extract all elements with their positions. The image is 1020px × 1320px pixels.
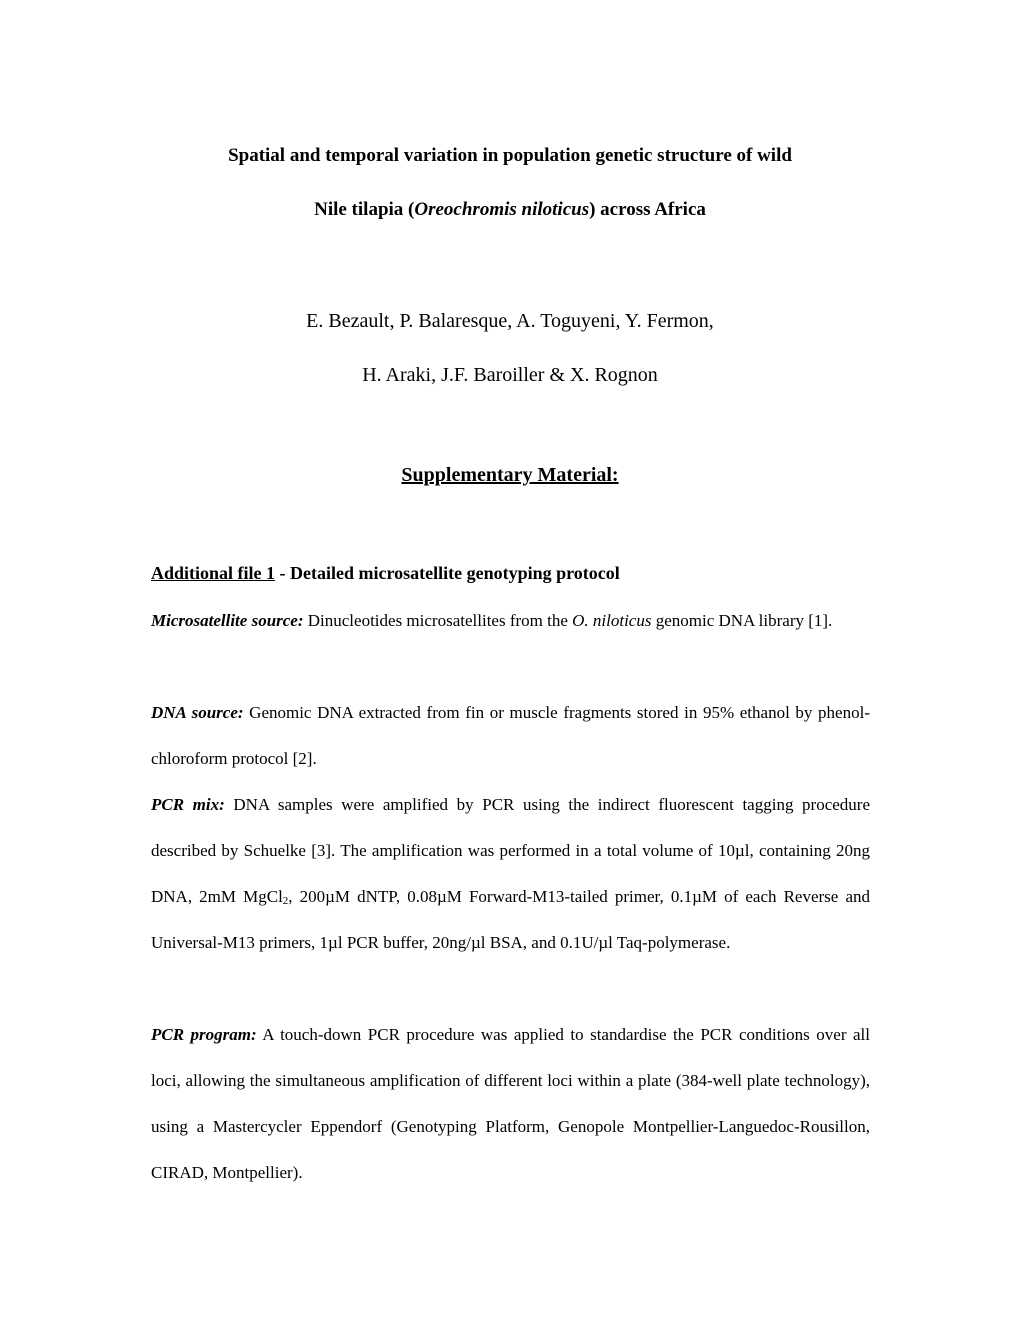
paragraph-label: Microsatellite source: bbox=[151, 611, 304, 630]
paragraph-pcr-program: PCR program: A touch-down PCR procedure was applied to standardise the PCR conditions over all loci, allowing the simultaneous amplification of different loci within a plate (384-well plate technology), using a Mastercycler Eppendorf (Genotyping Platform, Genopole Montpellier-Languedoc-Rousillon, CIRAD, Montpellier). bbox=[151, 1025, 870, 1182]
paragraph-label: PCR program: bbox=[151, 1025, 257, 1044]
section-title: - Detailed microsatellite genotyping protocol bbox=[275, 563, 620, 583]
section-heading bbox=[151, 561, 871, 585]
paragraph-pcr-mix: PCR mix: DNA samples were amplified by PCR using the indirect fluorescent tagging procedure described by Schuelke [3]. The amplification was performed in a total volume of 10µl, containing 20ng DNA, 2mM MgCl$_2$, 200µM dNTP, 0.08µM Forward-M13-tailed primer, 0.1µM of each Reverse and Universal-M13 primers, 1µl PCR buffer, 20ng/µl BSA, and 0.1U/µl Taq-polymerase. bbox=[151, 795, 871, 952]
authors-line-2: H. Araki, J.F. Baroiller & X. Rognon bbox=[362, 364, 658, 386]
paragraph-label: DNA source: bbox=[151, 703, 244, 722]
paragraph-dna-source: DNA source: Genomic DNA extracted from fin or muscle fragments stored in 95% ethanol by phenol-chloroform protocol [2]. bbox=[151, 703, 870, 768]
section-label: Additional file 1 bbox=[151, 563, 276, 583]
authors-line-1: E. Bezault, P. Balaresque, A. Toguyeni, Y. Fermon, bbox=[306, 310, 714, 332]
paper-title-line-2: Nile tilapia (Oreochromis niloticus) across Africa bbox=[314, 199, 706, 220]
supplementary-heading: Supplementary Material: bbox=[401, 464, 619, 486]
paragraph-label: PCR mix: bbox=[151, 795, 225, 814]
species-name: Oreochromis niloticus bbox=[414, 199, 590, 220]
paragraph-microsatellite-source: Microsatellite source: Dinucleotides microsatellites from the O. niloticus genomic DNA library [1]. bbox=[151, 611, 833, 630]
paper-title-line-1: Spatial and temporal variation in population genetic structure of wild bbox=[228, 145, 792, 166]
